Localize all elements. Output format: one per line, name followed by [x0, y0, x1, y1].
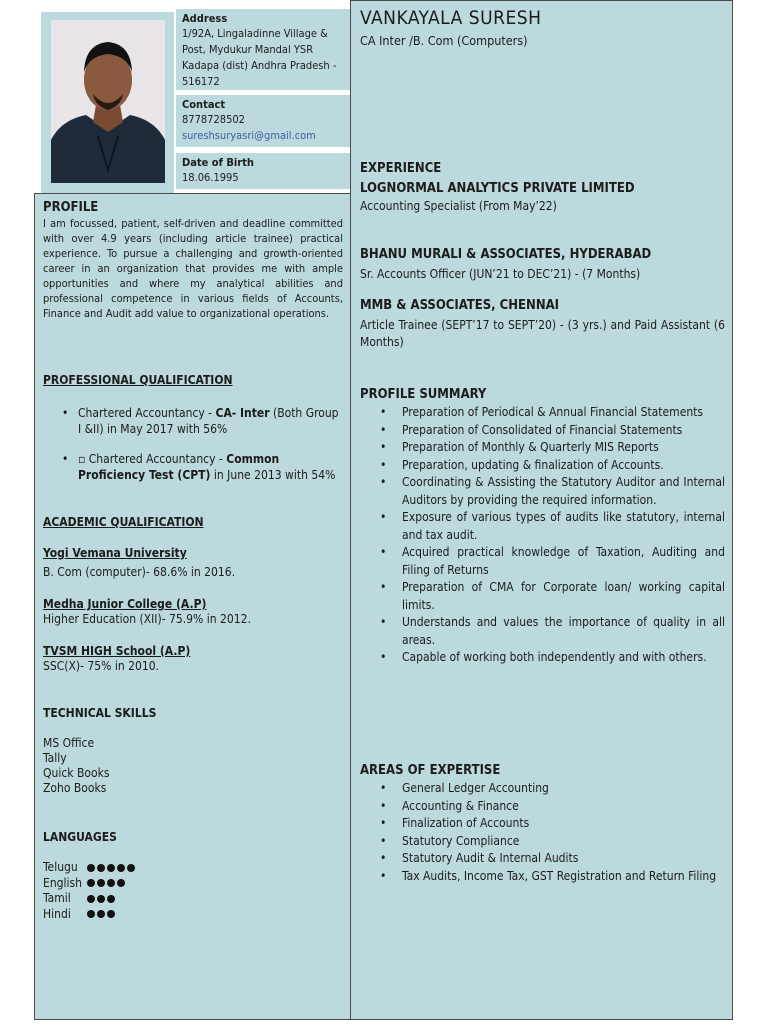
professional-qualification-list	[43, 405, 343, 483]
skill-item: Tally	[43, 751, 67, 765]
address-line: Kadapa (dist) Andhra Pradesh -	[182, 59, 337, 72]
qualification-item	[43, 451, 343, 483]
profile-heading: PROFILE	[43, 200, 99, 215]
qualification-bold: CA- Inter	[215, 406, 270, 420]
institution-name: Yogi Vemana University	[43, 546, 187, 560]
institution-detail: Higher Education (XII)- 75.9% in 2012.	[43, 612, 251, 626]
proficiency-dot	[97, 895, 105, 903]
areas-of-expertise-list	[360, 780, 725, 885]
language-name: Tamil	[43, 891, 71, 905]
profile-text: I am focussed, patient, self-driven and deadline committed with over 4.9 years (including article trainee) practical experience. To pursue a challenging and growth-oriented career in an organization that provides me with ample opportunities and where my analytical abilities and professional competence in various fields of Accounts, Finance and Audit add value to organizational operations.	[43, 217, 343, 320]
experience-heading: EXPERIENCE	[360, 161, 442, 176]
institution-name: Medha Junior College (A.P)	[43, 597, 207, 611]
expertise-item: • Statutory Audit & Internal Audits	[360, 850, 725, 868]
bullet: •	[62, 452, 69, 466]
summary-item: • Exposure of various types of audits like statutory, internal and tax audit.	[360, 509, 725, 544]
areas-of-expertise-heading: AREAS OF EXPERTISE	[360, 763, 501, 778]
summary-item: • Preparation of CMA for Corporate loan/ working capital limits.	[360, 579, 725, 614]
skill-item: Quick Books	[43, 766, 110, 780]
qualification-item	[43, 405, 343, 437]
left-column	[34, 193, 351, 1020]
language-level	[87, 860, 137, 874]
summary-item: • Understands and values the importance of quality in all areas.	[360, 614, 725, 649]
professional-qualification-heading: PROFESSIONAL QUALIFICATION	[43, 373, 233, 387]
proficiency-dot	[97, 879, 105, 887]
language-level	[87, 891, 117, 905]
summary-item: • Acquired practical knowledge of Taxation, Auditing and Filing of Returns	[360, 544, 725, 579]
expertise-item: • Tax Audits, Income Tax, GST Registration and Return Filing	[360, 868, 725, 886]
job-role: Article Trainee (SEPT’17 to SEPT’20) - (3 yrs.) and Paid Assistant (6 Months)	[360, 318, 725, 349]
language-name: Telugu	[43, 860, 78, 874]
proficiency-dot	[107, 910, 115, 918]
bullet: •	[62, 406, 69, 420]
technical-skills-list	[43, 736, 343, 796]
institution-detail: SSC(X)- 75% in 2010.	[43, 659, 159, 673]
proficiency-dot	[127, 864, 135, 872]
contact-strip	[176, 95, 350, 147]
language-row	[43, 891, 343, 907]
address-strip	[176, 9, 350, 90]
right-column	[350, 0, 733, 1020]
qualification-text: ▫ Chartered Accountancy -	[78, 452, 227, 466]
languages-list	[43, 860, 343, 922]
proficiency-dot	[97, 864, 105, 872]
proficiency-dot	[107, 864, 115, 872]
qualification-bold: Common Proficiency Test (CPT)	[78, 452, 280, 482]
proficiency-dot	[87, 879, 95, 887]
proficiency-dot	[117, 864, 125, 872]
job-role: Accounting Specialist (From May’22)	[360, 199, 557, 213]
company-name: MMB & ASSOCIATES, CHENNAI	[360, 298, 560, 313]
dob-value: 18.06.1995	[182, 171, 239, 184]
address-line: 1/92A, Lingaladinne Village &	[182, 27, 328, 40]
expertise-item: • General Ledger Accounting	[360, 780, 725, 798]
proficiency-dot	[107, 895, 115, 903]
address-line: 516172	[182, 75, 220, 88]
proficiency-dot	[107, 879, 115, 887]
language-level	[87, 876, 127, 890]
profile-summary-heading: PROFILE SUMMARY	[360, 387, 487, 402]
language-row	[43, 876, 343, 892]
language-row	[43, 907, 343, 923]
proficiency-dot	[97, 910, 105, 918]
candidate-name: VANKAYALA SURESH	[360, 7, 542, 29]
skill-item: MS Office	[43, 736, 95, 750]
summary-item: • Coordinating & Assisting the Statutory Auditor and Internal Auditors by providing the required information.	[360, 474, 725, 509]
proficiency-dot	[87, 864, 95, 872]
proficiency-dot	[87, 910, 95, 918]
email-link[interactable]: sureshsuryasri@gmail.com	[182, 129, 316, 142]
dob-label: Date of Birth	[182, 156, 254, 169]
language-row	[43, 860, 343, 876]
qualification-text: Chartered Accountancy -	[78, 406, 216, 420]
academic-qualification-heading: ACADEMIC QUALIFICATION	[43, 515, 204, 529]
skill-item: Zoho Books	[43, 781, 107, 795]
languages-heading: LANGUAGES	[43, 830, 117, 844]
phone-number: 8778728502	[182, 113, 245, 126]
company-name: LOGNORMAL ANALYTICS PRIVATE LIMITED	[360, 181, 635, 196]
job-role: Sr. Accounts Officer (JUN’21 to DEC’21) - (7 Months)	[360, 267, 641, 281]
expertise-item: • Statutory Compliance	[360, 833, 725, 851]
candidate-subtitle: CA Inter /B. Com (Computers)	[360, 33, 528, 48]
contact-label: Contact	[182, 98, 226, 111]
language-name: Hindi	[43, 906, 71, 921]
qualification-text: in June 2013 with 54%	[210, 468, 336, 482]
institution-detail: B. Com (computer)- 68.6% in 2016.	[43, 565, 236, 579]
summary-item: • Preparation of Periodical & Annual Financial Statements	[360, 404, 725, 422]
summary-item: • Capable of working both independently and with others.	[360, 649, 725, 667]
address-line: Post, Mydukur Mandal YSR	[182, 43, 314, 56]
company-name: BHANU MURALI & ASSOCIATES, HYDERABAD	[360, 247, 652, 262]
language-level	[87, 907, 117, 921]
summary-item: • Preparation, updating & finalization of Accounts.	[360, 457, 725, 475]
expertise-item: • Accounting & Finance	[360, 798, 725, 816]
summary-item: • Preparation of Consolidated of Financial Statements	[360, 422, 725, 440]
institution-name: TVSM HIGH School (A.P)	[43, 644, 191, 658]
address-label: Address	[182, 12, 228, 25]
summary-item: • Preparation of Monthly & Quarterly MIS Reports	[360, 439, 725, 457]
qualification-text: (Both Group I &II) in May 2017 with 56%	[78, 406, 339, 436]
dob-strip	[176, 153, 350, 189]
expertise-item: • Finalization of Accounts	[360, 815, 725, 833]
proficiency-dot	[87, 895, 95, 903]
proficiency-dot	[117, 879, 125, 887]
profile-summary-list	[360, 404, 725, 667]
profile-photo	[51, 20, 165, 183]
language-name: English	[43, 875, 82, 890]
technical-skills-heading: TECHNICAL SKILLS	[43, 706, 157, 720]
